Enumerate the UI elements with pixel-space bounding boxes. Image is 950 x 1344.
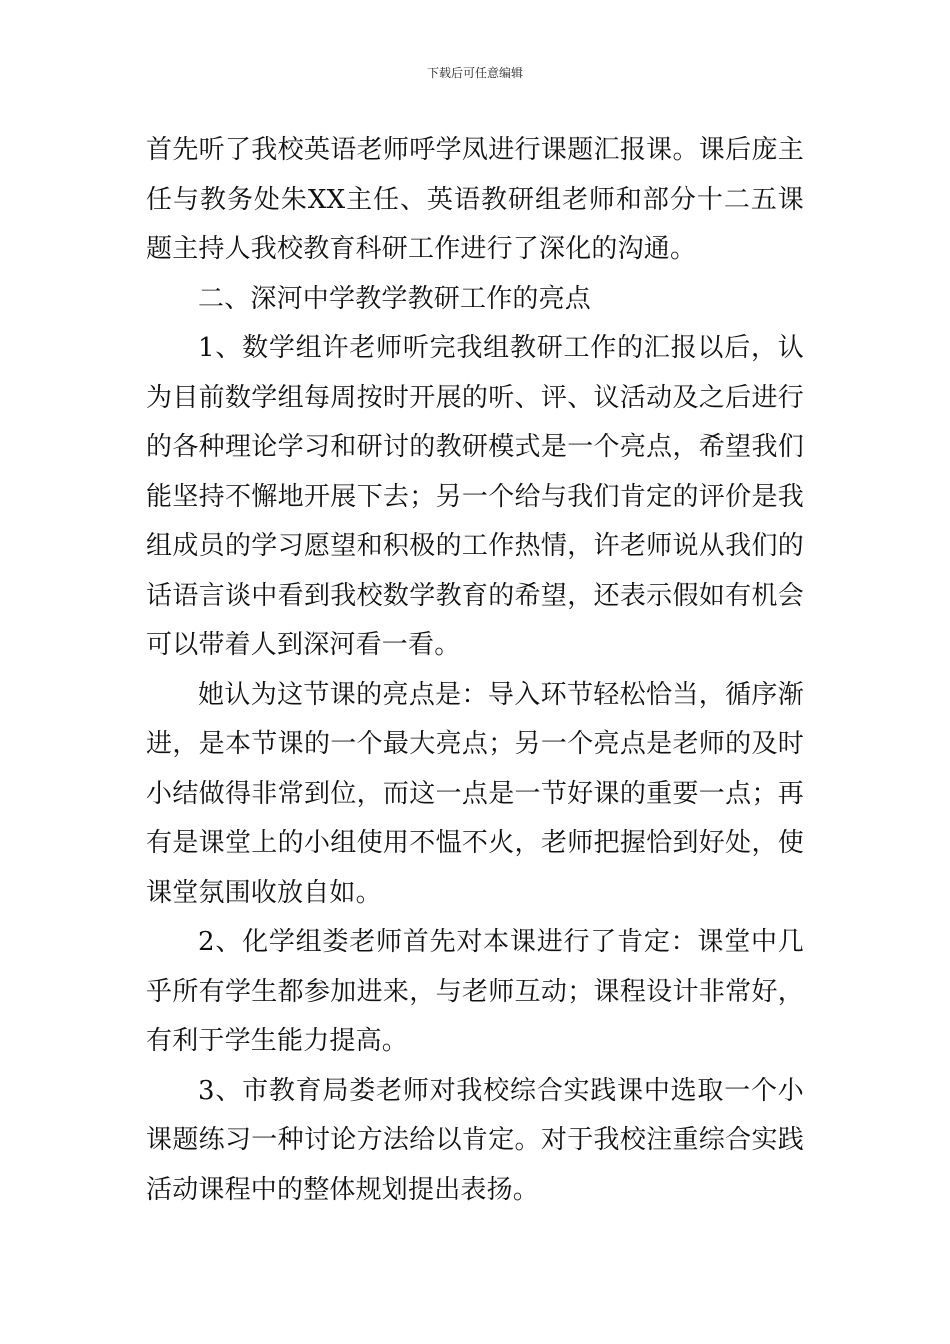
paragraph: 3、市教育局娄老师对我校综合实践课中选取一个小课题练习一种讨论方法给以肯定。对于我校注重综合实践活动课程中的整体规划提出表扬。 — [146, 1075, 804, 1205]
document-body — [146, 126, 804, 1215]
section-heading: 二、深河中学教学教研工作的亮点 — [198, 283, 592, 314]
paragraph: 2、化学组娄老师首先对本课进行了肯定：课堂中几乎所有学生都参加进来，与老师互动；课程设计非常好，有利于学生能力提高。 — [146, 927, 804, 1056]
page-header: 下载后可任意编辑 — [426, 66, 523, 80]
paragraph: 首先听了我校英语老师呼学凤进行课题汇报课。课后庞主任与教务处朱XX主任、英语教研组老师和部分十二五课题主持人我校教育科研工作进行了深化的沟通。 — [146, 135, 804, 264]
paragraph: 1、数学组许老师听完我组教研工作的汇报以后，认为目前数学组每周按时开展的听、评、议活动及之后进行的各种理论学习和研讨的教研模式是一个亮点，希望我们能坚持不懈地开展下去；另一个给与我们肯定的评价是我组成员的学习愿望和积极的工作热情，许老师说从我们的话语言谈中看到我校数学教育的希望，还表示假如有机会可以带着人到深河看一看。 — [146, 333, 804, 660]
paragraph: 她认为这节课的亮点是：导入环节轻松恰当，循序渐进，是本节课的一个最大亮点；另一个亮点是老师的及时小结做得非常到位，而这一点是一节好课的重要一点；再有是课堂上的小组使用不愠不火，老师把握恰到好处，使课堂氛围收放自如。 — [146, 679, 804, 908]
